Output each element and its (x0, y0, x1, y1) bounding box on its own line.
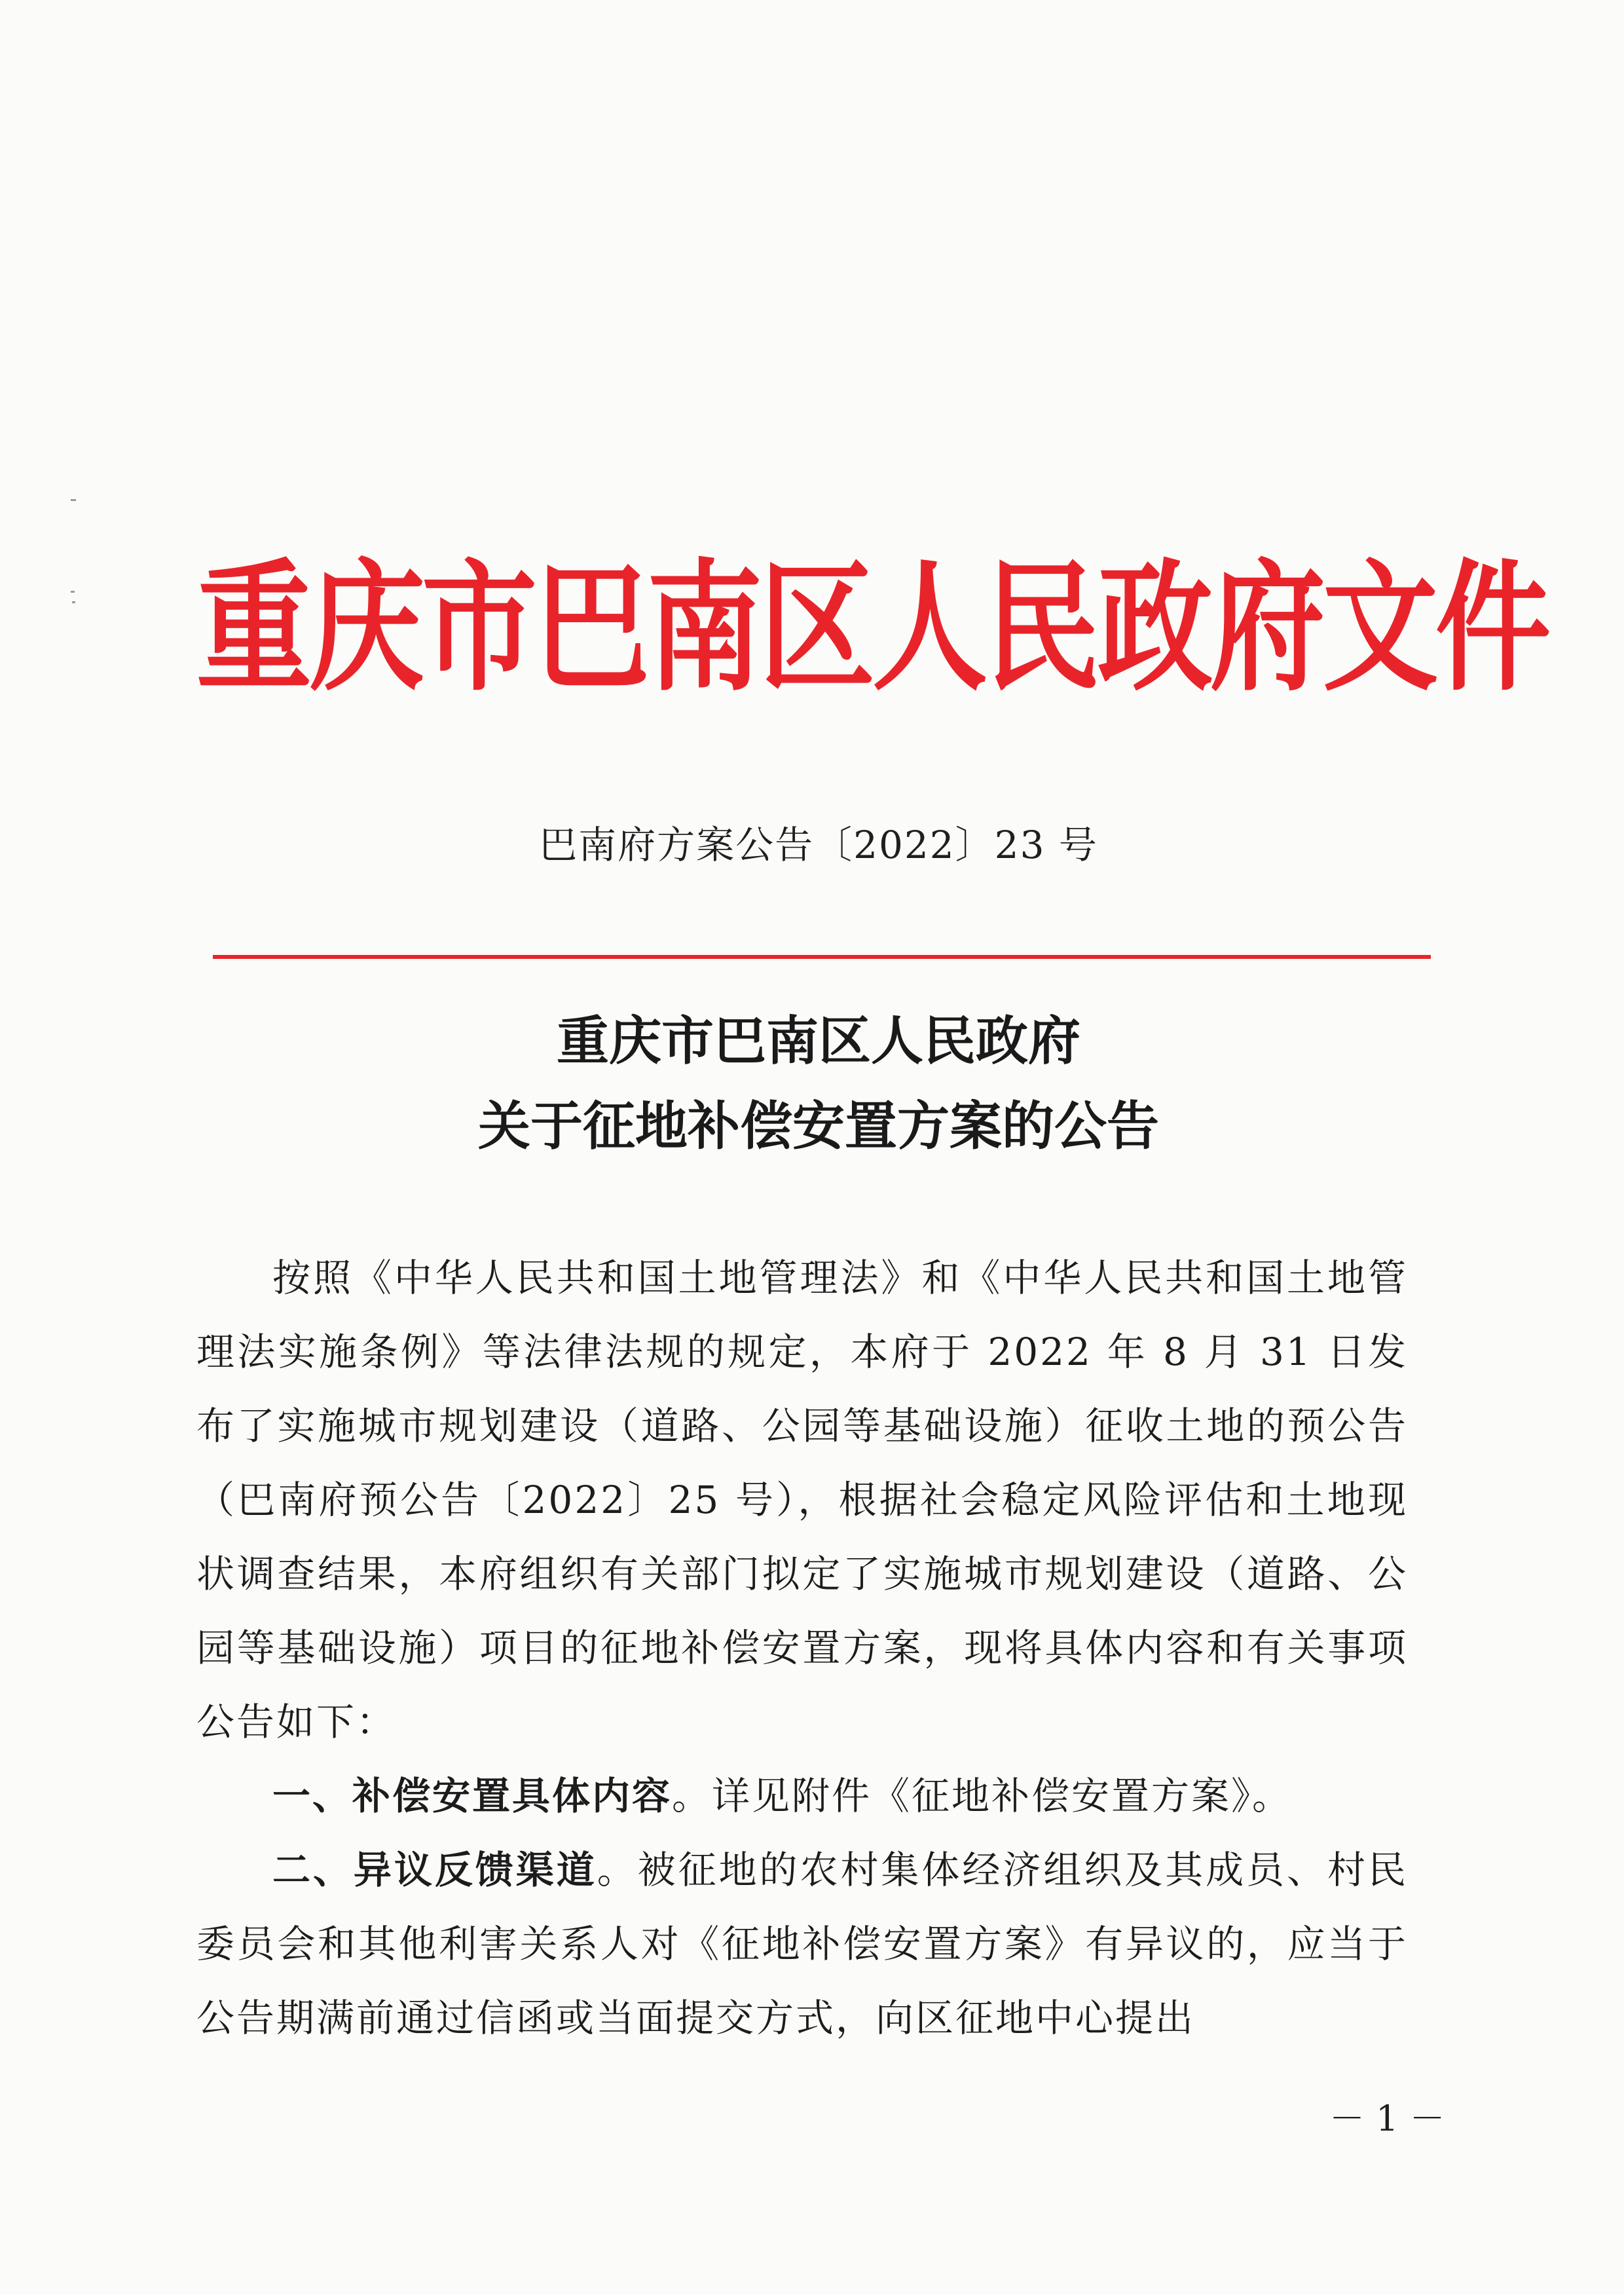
notice-title-line1: 重庆市巴南区人民政府 (557, 1011, 1080, 1072)
notice-body (196, 1241, 1408, 2055)
scan-speck (71, 591, 75, 593)
page-number: － 1 － (1329, 2098, 1445, 2139)
red-divider-line (213, 955, 1431, 959)
section-1-heading: 一、补偿安置具体内容 (272, 1774, 673, 1818)
document-number: 巴南府方案公告〔2022〕23 号 (539, 823, 1098, 867)
section-2-paragraph (196, 1833, 1408, 2055)
section-1-text: 。详见附件《征地补偿安置方案》。 (672, 1774, 1293, 1818)
section-2-heading: 二、异议反馈渠道 (272, 1848, 597, 1892)
scan-speck (72, 601, 75, 603)
notice-title-line2: 关于征地补偿安置方案的公告 (478, 1096, 1159, 1157)
scan-speck (71, 499, 76, 501)
masthead-title: 重庆市巴南区人民政府文件 (196, 546, 1549, 711)
section-2-text: 。被征地的农村集体经济组织及其成员、村民委员会和其他利害关系人对《征地补偿安置方案》有异议的，应当于公告期满前通过信函或当面提交方式，向区征地中心提出 (196, 1848, 1408, 2040)
intro-paragraph: 按照《中华人民共和国土地管理法》和《中华人民共和国土地管理法实施条例》等法律法规的规定，本府于 2022 年 8 月 31 日发布了实施城市规划建设（道路、公园等基础设施）征收土地的预公告（巴南府预公告〔2022〕25 号），根据社会稳定风险评估和土地现状调查结果，本府组织有关部门拟定了实施城市规划建设（道路、公园等基础设施）项目的征地补偿安置方案，现将具体内容和有关事项公告如下： (196, 1256, 1408, 1744)
section-1-paragraph (196, 1759, 1408, 1833)
